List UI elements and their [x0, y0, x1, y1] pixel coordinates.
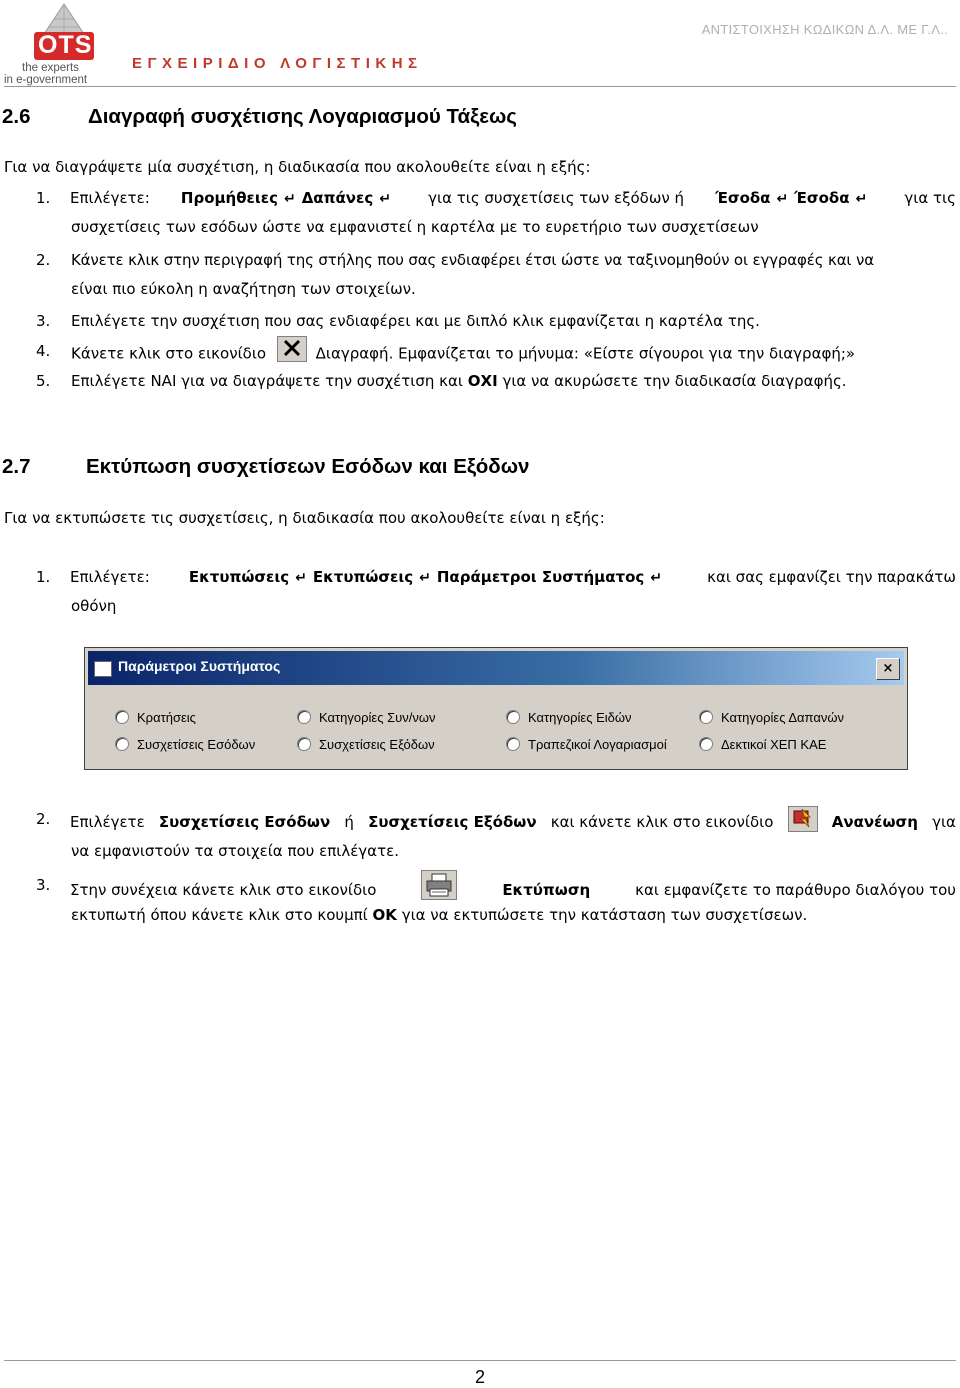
- list-line: Επιλέγετε την συσχέτιση που σας ενδιαφέρει και με διπλό κλικ εμφανίζεται η καρτέλα της.: [71, 312, 760, 330]
- option-label: Τραπεζικοί Λογαριασμοί: [528, 737, 667, 752]
- list-item: [36, 875, 956, 924]
- section-title: Διαγραφή συσχέτισης Λογαριασμού Τάξεως: [88, 105, 517, 128]
- menu-path-item: Εκτυπώσεις: [188, 568, 290, 586]
- list-line: Κάνετε κλικ στην περιγραφή της στήλης που σας ενδιαφέρει έτσι ώστε να ταξινομηθούν οι εγγραφές και να: [71, 251, 874, 269]
- list-line: [70, 809, 956, 835]
- list-item: [36, 311, 956, 331]
- page-number: 2: [474, 1367, 485, 1387]
- option-label: Συσχετίσεις Εξόδων: [319, 737, 435, 752]
- radio-option[interactable]: [699, 710, 844, 725]
- text: για τις συσχετίσεις των εξόδων ή: [428, 189, 685, 207]
- bold-term: OK: [372, 906, 397, 924]
- refresh-icon: [788, 806, 818, 832]
- bold-term: Συσχετίσεις Εσόδων: [158, 813, 331, 831]
- text: για: [932, 813, 956, 831]
- list-number: 3.: [36, 312, 51, 330]
- text: Κάνετε κλικ στο εικονίδιο: [71, 344, 267, 363]
- text: ή: [344, 813, 354, 831]
- menu-path-item: Δαπάνες: [301, 189, 374, 207]
- window-icon: [94, 661, 112, 677]
- footer-divider: [4, 1360, 956, 1361]
- dialog-title: Παράμετροι Συστήματος: [118, 658, 281, 674]
- dialog-titlebar: [88, 651, 904, 685]
- close-button[interactable]: ×: [876, 658, 900, 680]
- text: και κάνετε κλικ στο εικονίδιο: [550, 813, 774, 831]
- text: και σας εμφανίζει την παρακάτω: [707, 568, 956, 586]
- text: Επιλέγετε:: [70, 568, 150, 586]
- option-label: Κατηγορίες Ειδών: [528, 710, 632, 725]
- return-arrow-icon: ↵: [419, 570, 431, 586]
- ots-logo: [4, 2, 128, 90]
- option-label: Κατηγορίες Δαπανών: [721, 710, 845, 725]
- text: εκτυπωτή όπου κάνετε κλικ στο κουμπί: [71, 906, 368, 924]
- radio-option[interactable]: [115, 737, 255, 752]
- option-label: Κατηγορίες Συν/νων: [319, 710, 436, 725]
- option-label: Συσχετίσεις Εσόδων: [137, 737, 256, 752]
- section-title: Εκτύπωση συσχετίσεων Εσόδων και Εξόδων: [86, 455, 530, 478]
- list-number: 3.: [36, 876, 51, 894]
- radio-icon[interactable]: [699, 710, 713, 724]
- list-number: 4.: [36, 342, 51, 360]
- text: Επιλέγετε: [70, 813, 145, 831]
- radio-icon[interactable]: [297, 710, 311, 724]
- return-arrow-icon: ↵: [283, 191, 296, 207]
- text: για να ακυρώσετε την διαδικασία διαγραφής.: [502, 372, 847, 390]
- printer-icon: [421, 870, 457, 900]
- section-heading-2-6: [2, 105, 902, 133]
- list-item: [36, 567, 956, 615]
- logo-tagline: the experts: [22, 62, 79, 74]
- logo-tagline-2: in e-government: [4, 74, 88, 86]
- list-item: [36, 341, 956, 365]
- radio-icon[interactable]: [297, 737, 311, 751]
- list-item: [36, 188, 956, 236]
- header-chapter: ΑΝΤΙΣΤΟΙΧΗΣΗ ΚΩΔΙΚΩΝ Δ.Λ. ΜΕ Γ.Λ..: [701, 22, 948, 37]
- menu-path-item: Έσοδα: [794, 189, 850, 207]
- radio-icon[interactable]: [506, 737, 520, 751]
- text: Επιλέγετε:: [70, 189, 150, 207]
- list-number: 1.: [36, 568, 51, 586]
- list-item: [36, 250, 956, 298]
- list-line: [71, 341, 855, 367]
- list-line: [71, 905, 807, 925]
- bold-term: Εκτύπωση: [502, 881, 591, 899]
- option-label: Δεκτικοί ΧΕΠ ΚΑΕ: [721, 737, 827, 752]
- text: και εμφανίζετε το παράθυρο διαλόγου του: [635, 881, 956, 899]
- list-item: [36, 809, 956, 860]
- list-number: 2.: [36, 810, 51, 828]
- logo-text: OTS: [38, 31, 93, 59]
- radio-icon[interactable]: [699, 737, 713, 751]
- list-line: είναι πιο εύκολη η αναζήτηση των στοιχείων.: [71, 280, 416, 298]
- radio-icon[interactable]: [115, 710, 129, 724]
- list-number: 5.: [36, 372, 51, 390]
- list-line: [71, 371, 847, 391]
- section-intro: Για να εκτυπώσετε τις συσχετίσεις, η διαδικασία που ακολουθείτε είναι η εξής:: [4, 509, 605, 527]
- section-number: 2.6: [2, 105, 31, 128]
- list-line: συσχετίσεις των εσόδων ώστε να εμφανιστεί η καρτέλα με το ευρετήριο των συσχετίσεων: [71, 218, 759, 236]
- text: Διαγραφή. Εμφανίζεται το μήνυμα: «Είστε σίγουροι για την διαγραφή;»: [315, 344, 856, 363]
- return-arrow-icon: ↵: [379, 191, 391, 207]
- section-intro: Για να διαγράψετε μία συσχέτιση, η διαδικασία που ακολουθείτε είναι η εξής:: [4, 158, 591, 176]
- radio-option[interactable]: [506, 737, 667, 752]
- menu-path-item: Εκτυπώσεις: [312, 568, 414, 586]
- radio-icon[interactable]: [506, 710, 520, 724]
- radio-icon[interactable]: [115, 737, 129, 751]
- text: για να εκτυπώσετε την κατάσταση των συσχετίσεων.: [401, 906, 808, 924]
- radio-option[interactable]: [506, 710, 632, 725]
- radio-option[interactable]: [699, 737, 826, 752]
- list-number: 2.: [36, 251, 51, 269]
- list-line: [70, 567, 956, 588]
- bold-term: Ανανέωση: [831, 813, 918, 831]
- system-parameters-dialog: [84, 647, 908, 770]
- manual-title: ΕΓΧΕΙΡΙΔΙΟ ΛΟΓΙΣΤΙΚΗΣ: [132, 55, 423, 72]
- bold-term: Συσχετίσεις Εξόδων: [368, 813, 537, 831]
- option-label: Κρατήσεις: [137, 710, 196, 725]
- header-divider: [4, 86, 956, 87]
- delete-icon: [277, 336, 307, 362]
- menu-path-item: Προμήθειες: [180, 189, 278, 207]
- list-line: οθόνη: [71, 597, 117, 615]
- list-item: [36, 371, 956, 391]
- list-line: [70, 188, 956, 209]
- list-line: να εμφανιστούν τα στοιχεία που επιλέγατε.: [71, 842, 399, 860]
- return-arrow-icon: ↵: [650, 570, 663, 586]
- text: Επιλέγετε ΝΑΙ για να διαγράψετε την συσχέτιση και: [71, 372, 463, 390]
- menu-path-item: Έσοδα: [715, 189, 771, 207]
- radio-option[interactable]: [297, 737, 435, 752]
- text: για τις: [904, 189, 956, 207]
- section-number: 2.7: [2, 455, 31, 478]
- list-line: [70, 875, 956, 905]
- bold-term: ΟΧΙ: [467, 372, 498, 390]
- list-number: 1.: [36, 189, 51, 207]
- text: Στην συνέχεια κάνετε κλικ στο εικονίδιο: [70, 881, 377, 899]
- return-arrow-icon: ↵: [295, 570, 307, 586]
- radio-option[interactable]: [115, 710, 196, 725]
- return-arrow-icon: ↵: [776, 191, 789, 207]
- radio-option[interactable]: [297, 710, 436, 725]
- return-arrow-icon: ↵: [855, 191, 868, 207]
- menu-path-item: Παράμετροι Συστήματος: [436, 568, 645, 586]
- section-heading-2-7: [2, 455, 902, 483]
